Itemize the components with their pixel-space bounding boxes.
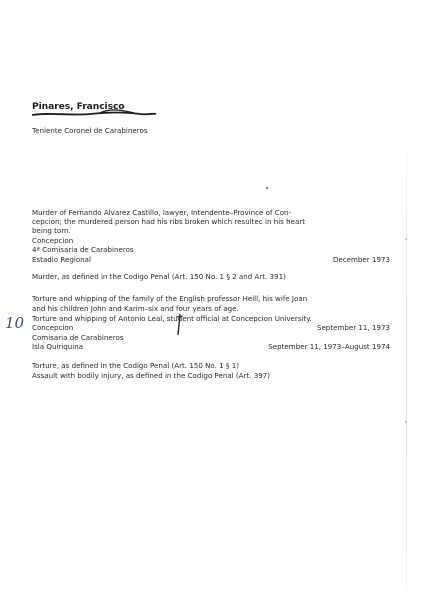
case2-unit: Comisaria de Carabineros <box>32 333 124 342</box>
case1-date: December 1973 <box>332 255 390 264</box>
case1-unit: 4ª Comisaria de Carabineros <box>32 245 134 254</box>
case1-description-line2: cepcion; the murdered person had his ribs broken which resultec in his heart <box>32 217 306 226</box>
case2-place: Concepcion <box>32 323 74 332</box>
case2-charge1: Torture, as defined in the Codigo Penal (Art. 150 No. 1 § 1) <box>32 361 239 370</box>
person-name: Pinares, Francisco <box>32 101 125 112</box>
case1-place: Concepcion <box>32 236 74 245</box>
case2-description-line1: Torture and whipping of the family of the English professor Heill, his wife Joan <box>32 294 308 303</box>
case2-place-date-row <box>32 323 390 332</box>
scan-speck <box>405 421 407 423</box>
case2-site: Isla Quiriquina <box>32 342 84 351</box>
scan-speck <box>405 238 407 240</box>
case1-site-date-row <box>32 255 390 264</box>
case1-charge: Murder, as defined in the Codigo Penal (Art. 150 No. 1 § 2 and Art. 391) <box>32 272 286 281</box>
case2-date2: September 11, 1973–August 1974 <box>268 342 390 351</box>
case2-description-line2: and his children John and Karim–six and four years of age. <box>32 304 239 313</box>
case1-description-line1: Murder of Fernando Alvarez Castillo, lawyer, Intendente–Province of Con- <box>32 208 292 217</box>
person-rank: Teniente Coronel de Carabineros <box>32 126 148 135</box>
case1-site: Estadio Regional <box>32 255 91 264</box>
page-edge-line <box>406 150 407 590</box>
name-underline-scribble <box>30 104 158 120</box>
handwritten-margin-number: 10 <box>5 314 25 332</box>
case1-description-line3: being torn. <box>32 226 71 235</box>
case2-description-line3: Torture and whipping of Antonio Leal, student official at Concepcion University. <box>32 314 312 323</box>
case2-site-date-row <box>32 342 390 351</box>
stray-dot <box>266 187 268 189</box>
case2-date1: September 11, 1973 <box>316 323 390 332</box>
handwritten-pen-stroke <box>173 313 185 337</box>
case2-charge2: Assault with bodily injury, as defined in the Codigo Penal (Art. 397) <box>32 371 271 380</box>
